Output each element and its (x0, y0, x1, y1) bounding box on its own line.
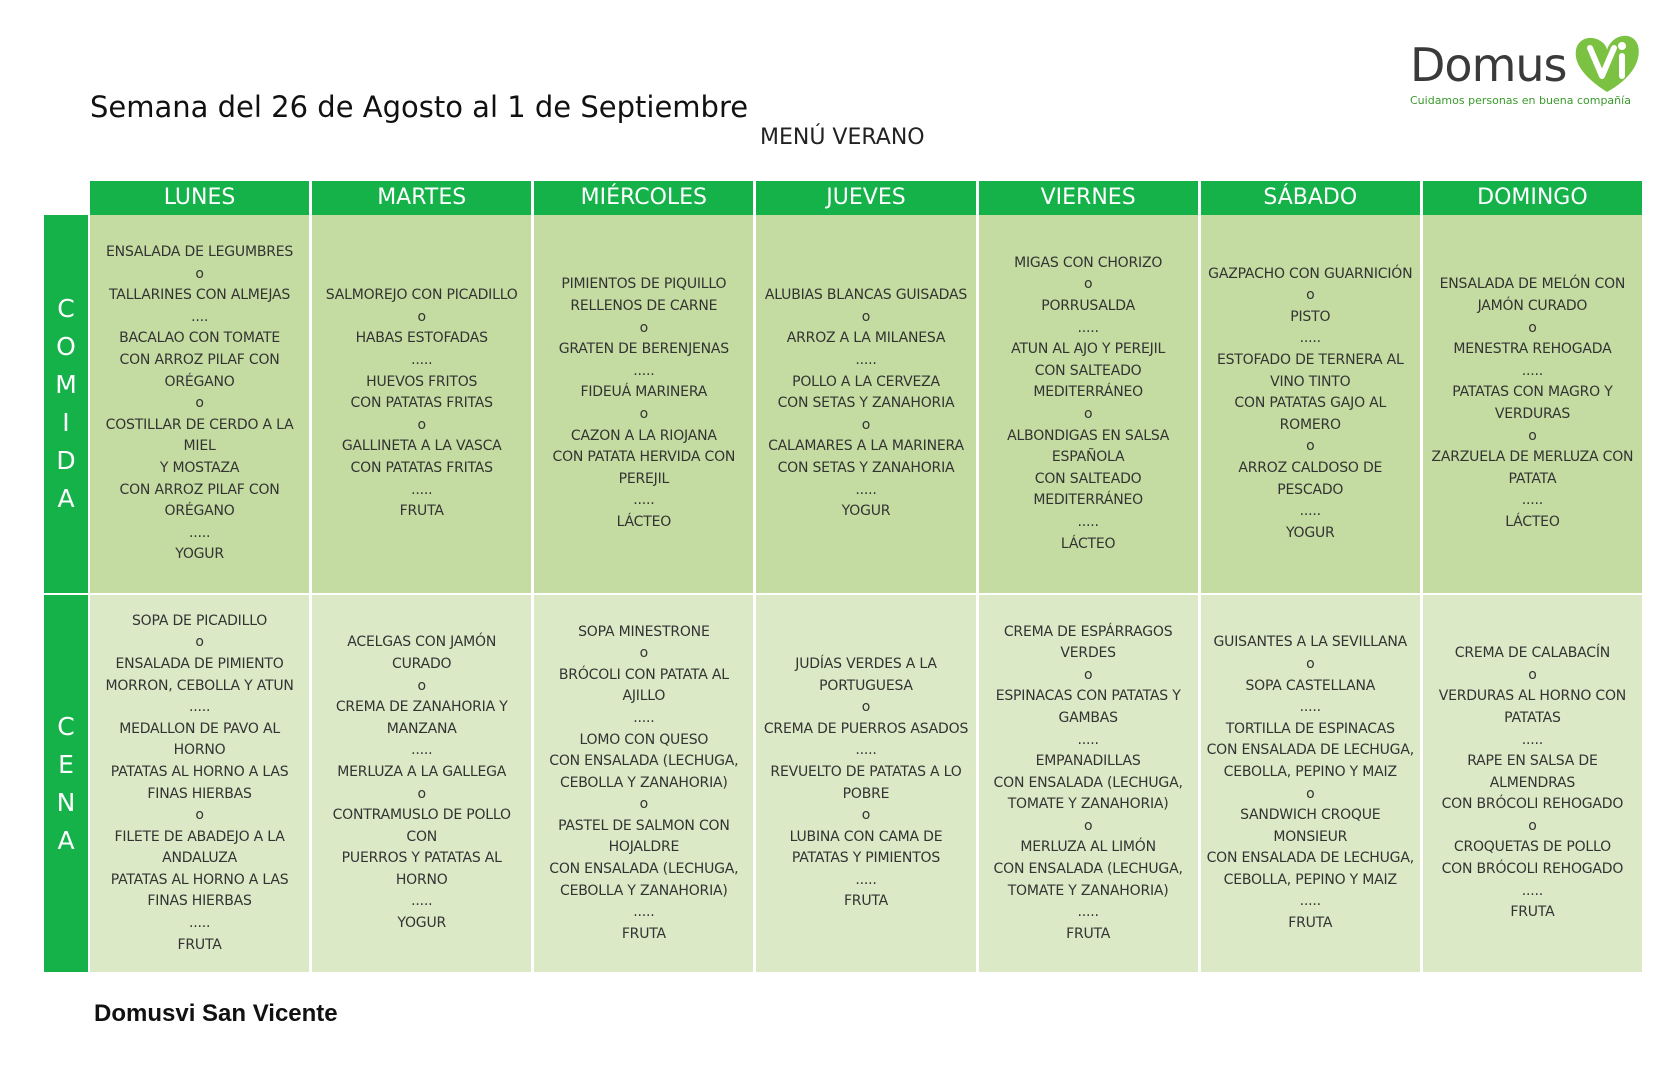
logo-tagline: Cuidamos personas en buena compañía (1410, 94, 1631, 107)
menu-cell (979, 595, 1201, 972)
menu-line: ESPINACAS CON PATATAS Y (995, 688, 1181, 705)
menu-line: o (1083, 817, 1093, 834)
menu-title: MENÚ VERANO (760, 125, 925, 150)
menu-line: RAPE EN SALSA DE ALMENDRAS (1467, 753, 1598, 791)
menu-line: MENESTRA REHOGADA (1453, 341, 1612, 358)
menu-line: ALBONDIGAS EN SALSA (1007, 427, 1170, 444)
menu-line: YOGUR (397, 915, 447, 932)
week-title: Semana del 26 de Agosto al 1 de Septiembre (90, 90, 749, 124)
menu-line: PORTUGUESA (819, 677, 913, 694)
heart-vi-icon (1572, 32, 1642, 96)
menu-line: VERDURAS (1494, 406, 1571, 422)
menu-line: CON BRÓCOLI REHOGADO (1441, 796, 1624, 813)
menu-line: MEDITERRÁNEO (1033, 384, 1143, 401)
menu-line: o (1528, 319, 1537, 336)
menu-line: ROMERO (1279, 416, 1341, 433)
menu-line: ..... (1521, 492, 1544, 509)
menu-line: GAZPACHO CON GUARNICIÓN (1208, 265, 1413, 282)
menu-line: o (639, 796, 649, 813)
menu-line: ..... (1299, 330, 1321, 347)
menu-line: CON ARROZ PILAF CON (119, 481, 280, 498)
menu-line: o (417, 308, 426, 325)
menu-line: o (1306, 785, 1315, 802)
menu-line: ..... (1299, 503, 1321, 520)
menu-line: SOPA DE PICADILLO (132, 612, 268, 629)
menu-line: CREMA DE ZANAHORIA Y (335, 699, 508, 716)
side-label-comida (44, 215, 88, 593)
center-name: Domusvi San Vicente (94, 1000, 338, 1027)
menu-line: ..... (855, 352, 877, 369)
menu-line: MERLUZA AL LIMÓN (1020, 839, 1156, 856)
menu-line: ORÉGANO (164, 373, 235, 390)
menu-line: GAMBAS (1058, 709, 1118, 726)
side-label-cena (44, 595, 88, 972)
menu-line: ZARZUELA DE MERLUZA CON (1431, 449, 1634, 466)
menu-line: ..... (411, 742, 433, 759)
menu-line: o (1306, 287, 1315, 304)
menu-line: SALMOREJO CON PICADILLO (325, 287, 518, 304)
menu-line: CON PATATA HERVIDA CON (552, 449, 736, 466)
menu-line: PATATAS CON MAGRO Y (1452, 384, 1613, 401)
menu-line: ..... (411, 352, 433, 369)
menu-line: ..... (1299, 893, 1321, 910)
menu-line: CROQUETAS DE POLLO (1453, 839, 1611, 856)
menu-line: MIGAS CON CHORIZO (1014, 254, 1163, 271)
menu-line: FRUTA (399, 503, 444, 520)
side-label-letter: E (58, 749, 74, 779)
menu-line: ESPAÑOLA (1051, 449, 1125, 466)
menu-line: MANZANA (386, 720, 457, 737)
menu-line: MEDITERRÁNEO (1033, 492, 1143, 509)
menu-line: LÁCTEO (616, 513, 672, 530)
menu-line: PIMIENTOS DE PIQUILLO (561, 276, 727, 293)
menu-line: JAMÓN CURADO (1477, 298, 1588, 315)
side-label-letter: A (57, 825, 75, 855)
menu-line: YOGUR (841, 503, 891, 520)
menu-line: LUBINA CON CAMA DE (789, 828, 943, 845)
menu-line: POBRE (842, 785, 890, 802)
menu-cell (1423, 215, 1642, 593)
menu-line: PATATA (1508, 470, 1557, 487)
menu-line: CREMA DE PUERROS ASADOS (763, 720, 969, 737)
menu-line: CON SETAS Y ZANAHORIA (777, 459, 955, 476)
menu-line: o (417, 677, 426, 694)
menu-line: o (861, 416, 871, 433)
menu-line: o (1528, 817, 1537, 834)
menu-line: ORÉGANO (164, 503, 235, 520)
menu-line: ..... (1077, 731, 1099, 748)
menu-line: FRUTA (1066, 925, 1111, 942)
menu-line: HOJALDRE (608, 839, 680, 856)
menu-line: FILETE DE ABADEJO A LA (114, 828, 285, 845)
menu-line: ..... (188, 699, 211, 716)
menu-cell (1201, 215, 1423, 593)
menu-line: MERLUZA A LA GALLEGA (337, 763, 507, 780)
menu-line: CON BRÓCOLI REHOGADO (1441, 861, 1624, 878)
menu-line: CON SETAS Y ZANAHORIA (777, 395, 955, 412)
menu-line: ..... (633, 362, 655, 379)
menu-cell (312, 215, 534, 593)
menu-line: FINAS HIERBAS (147, 785, 252, 802)
menu-line: ..... (1077, 319, 1099, 336)
menu-line: CON ENSALADA DE LECHUGA, (1206, 742, 1414, 759)
menu-line: PUERROS Y PATATAS AL HORNO (341, 850, 502, 888)
menu-line: MONSIEUR (1273, 828, 1348, 845)
menu-line: PATATAS Y PIMIENTOS (791, 850, 941, 867)
menu-line: ARROZ CALDOSO DE PESCADO (1238, 459, 1383, 498)
menu-line: CON ENSALADA (LECHUGA, (549, 753, 739, 770)
menu-line: HUEVOS FRITOS (366, 373, 478, 390)
menu-line: GRATEN DE BERENJENAS (558, 341, 729, 358)
menu-line: ENSALADA DE LEGUMBRES (106, 244, 294, 261)
side-label-letter: A (57, 484, 75, 513)
menu-line: TOMATE Y ZANAHORIA) (1007, 796, 1169, 813)
menu-line: ..... (1521, 362, 1544, 379)
menu-line: CON ENSALADA (LECHUGA, (993, 774, 1183, 791)
menu-line: PATATAS AL HORNO A LAS (110, 763, 289, 780)
menu-line: o (1083, 276, 1093, 293)
menu-line: BRÓCOLI CON PATATA AL (558, 666, 729, 683)
menu-line: CAZON A LA RIOJANA (570, 427, 717, 444)
menu-line: CON ARROZ PILAF CON (119, 352, 280, 369)
menu-line: MORRON, CEBOLLA Y ATUN (105, 677, 294, 694)
menu-line: FINAS HIERBAS (147, 893, 252, 910)
day-header: JUEVES (756, 181, 978, 215)
side-label-text (57, 708, 76, 860)
menu-cell (312, 595, 534, 972)
menu-line: ..... (1299, 699, 1321, 716)
menu-line: ACELGAS CON JAMÓN CURADO (347, 634, 497, 672)
menu-line: POLLO A LA CERVEZA (792, 373, 940, 390)
menu-line: o (1528, 427, 1537, 444)
menu-line: CON ENSALADA (LECHUGA, (993, 861, 1183, 878)
menu-line: AJILLO (622, 688, 666, 705)
days-header-row (90, 181, 1642, 215)
menu-line: ..... (633, 904, 655, 921)
menu-line: PATATAS (1504, 709, 1561, 726)
menu-line: COSTILLAR DE CERDO A LA MIEL (105, 416, 294, 455)
menu-line: o (195, 807, 204, 824)
menu-line: o (195, 395, 204, 412)
day-header: SÁBADO (1201, 181, 1423, 215)
meal-row-cena (90, 595, 1642, 972)
menu-line: HORNO (173, 742, 226, 759)
menu-line: o (1306, 655, 1315, 672)
menu-line: FRUTA (1288, 915, 1333, 932)
domusvi-logo (1410, 32, 1650, 112)
menu-line: ATUN AL AJO Y PEREJIL (1011, 341, 1166, 358)
menu-line: ALUBIAS BLANCAS GUISADAS (764, 287, 968, 304)
menu-line: ..... (1077, 904, 1099, 921)
menu-line: o (861, 308, 871, 325)
menu-line: GUISANTES A LA SEVILLANA (1213, 634, 1408, 651)
menu-line: MEDALLON DE PAVO AL (119, 720, 280, 737)
menu-line: o (1083, 666, 1093, 683)
menu-line: PORRUSALDA (1041, 298, 1136, 315)
side-label-letter: D (56, 446, 76, 475)
menu-line: FRUTA (1510, 904, 1555, 921)
menu-line: YOGUR (175, 546, 224, 563)
menu-line: ..... (411, 481, 433, 498)
menu-line: o (195, 265, 204, 282)
menu-line: ..... (633, 492, 655, 509)
menu-line: o (1306, 438, 1315, 455)
side-label-letter: C (57, 294, 75, 323)
menu-line: o (639, 406, 649, 422)
menu-line: CON PATATAS FRITAS (350, 395, 493, 412)
menu-line: o (417, 785, 426, 802)
menu-line: o (195, 634, 204, 651)
logo-wordmark: Domus (1410, 38, 1567, 92)
menu-line: TORTILLA DE ESPINACAS (1225, 720, 1395, 737)
menu-line: GALLINETA A LA VASCA (341, 438, 502, 455)
menu-line: o (861, 807, 871, 824)
meal-row-comida (90, 215, 1642, 593)
day-header: MIÉRCOLES (534, 181, 756, 215)
menu-line: ..... (855, 871, 877, 888)
menu-line: o (639, 319, 649, 336)
menu-cell (90, 215, 312, 593)
menu-cell (756, 215, 978, 593)
menu-line: VINO TINTO (1270, 373, 1351, 390)
menu-line: RELLENOS DE CARNE (570, 298, 718, 315)
day-header: VIERNES (979, 181, 1201, 215)
menu-line: HABAS ESTOFADAS (355, 330, 488, 347)
side-label-letter: I (62, 408, 70, 437)
menu-line: Y MOSTAZA (159, 459, 240, 476)
menu-line: CON PATATAS GAJO AL (1234, 395, 1387, 412)
menu-line: CON SALTEADO (1034, 362, 1142, 379)
menu-line: CONTRAMUSLO DE POLLO CON (332, 807, 511, 845)
menu-line: CON ENSALADA (LECHUGA, (549, 861, 739, 878)
side-label-letter: O (56, 332, 76, 361)
menu-cell (90, 595, 312, 972)
menu-line: ENSALADA DE MELÓN CON (1439, 276, 1626, 293)
menu-line: ..... (1521, 731, 1544, 748)
side-label-letter: C (57, 711, 75, 741)
day-header: DOMINGO (1423, 181, 1642, 215)
menu-line: CEBOLLA, PEPINO Y MAIZ (1223, 871, 1397, 888)
menu-cell (979, 215, 1201, 593)
menu-line: ..... (1521, 882, 1544, 899)
menu-line: FRUTA (177, 936, 222, 953)
menu-cell (756, 595, 978, 972)
menu-line: ..... (188, 524, 211, 541)
menu-line: o (861, 699, 871, 716)
menu-line: SANDWICH CROQUE (1240, 807, 1381, 824)
menu-line: LÁCTEO (1505, 513, 1560, 530)
menu-line: FRUTA (621, 925, 666, 942)
menu-line: ..... (1077, 513, 1099, 530)
menu-line: CON PATATAS FRITAS (350, 459, 493, 476)
menu-line: JUDÍAS VERDES A LA (795, 655, 937, 672)
menu-line: ESTOFADO DE TERNERA AL (1216, 352, 1404, 369)
menu-line: ..... (188, 915, 211, 932)
day-header: LUNES (90, 181, 312, 215)
menu-line: o (1083, 406, 1093, 422)
menu-line: o (639, 645, 649, 662)
menu-line: SOPA CASTELLANA (1245, 677, 1376, 694)
menu-line: CON ENSALADA DE LECHUGA, (1206, 850, 1414, 867)
menu-line: PISTO (1290, 308, 1331, 325)
menu-line: YOGUR (1285, 524, 1335, 541)
menu-line: CON SALTEADO (1034, 470, 1142, 487)
menu-line: FRUTA (843, 893, 889, 910)
menu-line: VERDURAS AL HORNO CON (1438, 688, 1627, 705)
menu-line: CALAMARES A LA MARINERA (768, 438, 964, 455)
menu-line: PATATAS AL HORNO A LAS (110, 871, 289, 888)
menu-line: LÁCTEO (1060, 535, 1116, 552)
menu-line: SOPA MINESTRONE (578, 623, 710, 640)
menu-line: o (1528, 666, 1537, 683)
menu-line: ..... (855, 742, 877, 759)
menu-line: CEBOLLA, PEPINO Y MAIZ (1223, 763, 1397, 780)
menu-line: EMPANADILLAS (1035, 753, 1141, 770)
menu-cell (1201, 595, 1423, 972)
menu-line: ENSALADA DE PIMIENTO (115, 655, 284, 672)
menu-line: CEBOLLA Y ZANAHORIA) (560, 882, 728, 899)
side-label-letter: N (56, 787, 76, 817)
menu-line: ..... (411, 893, 433, 910)
menu-line: VERDES (1060, 645, 1116, 662)
menu-line: CREMA DE ESPÁRRAGOS (1003, 623, 1173, 640)
menu-line: PEREJIL (618, 470, 670, 487)
menu-line: REVUELTO DE PATATAS A LO (770, 763, 962, 780)
menu-line: .... (191, 308, 209, 325)
menu-line: CEBOLLA Y ZANAHORIA) (560, 774, 728, 791)
side-label-text (55, 290, 77, 518)
menu-line: PASTEL DE SALMON CON (558, 817, 730, 834)
menu-line: ANDALUZA (162, 850, 237, 867)
menu-line: ..... (633, 709, 655, 726)
menu-line: FIDEUÁ MARINERA (580, 384, 708, 401)
menu-line: ..... (855, 481, 877, 498)
menu-line: ARROZ A LA MILANESA (786, 330, 946, 347)
menu-line: CREMA DE CALABACÍN (1454, 645, 1611, 662)
menu-line: TALLARINES CON ALMEJAS (109, 287, 291, 304)
menu-cell (1423, 595, 1642, 972)
menu-line: TOMATE Y ZANAHORIA) (1007, 882, 1169, 899)
menu-cell (534, 595, 756, 972)
menu-line: BACALAO CON TOMATE (119, 330, 280, 347)
side-label-letter: M (55, 370, 77, 399)
menu-line: LOMO CON QUESO (579, 731, 709, 748)
menu-line: o (417, 416, 426, 433)
menu-cell (534, 215, 756, 593)
day-header: MARTES (312, 181, 534, 215)
